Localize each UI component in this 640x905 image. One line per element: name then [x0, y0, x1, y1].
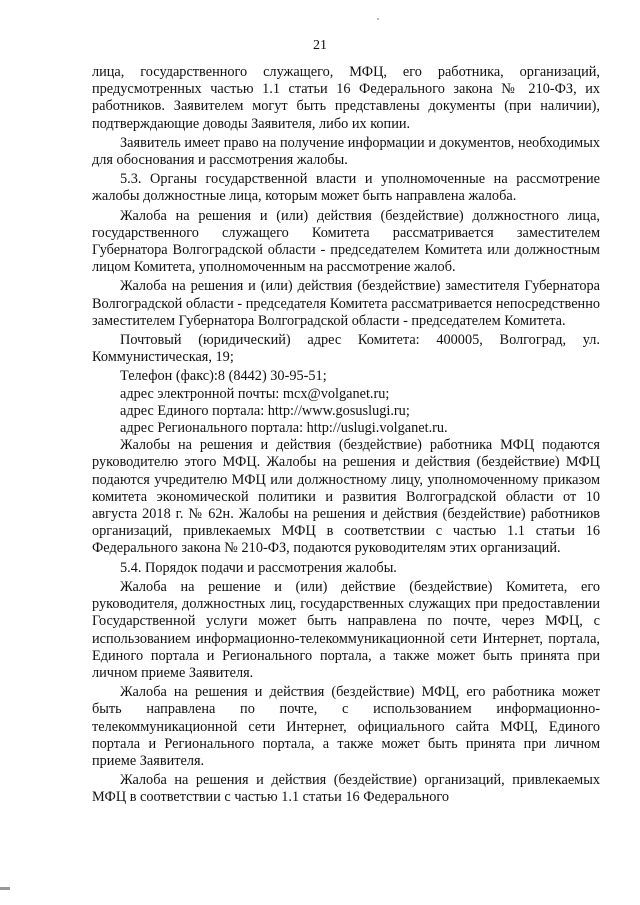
contact-email: адрес электронной почты: mcx@volganet.ru; — [120, 385, 390, 402]
paragraph-mfc-complaint-filing: Жалоба на решения и действия (бездействие) МФЦ, его работника может быть направлена по почте, с использованием информационно-телекоммуникационной сети Интернет, официального сайта МФЦ, Единого портала и Регионального портала, а также может быть принята при личном приеме Заявителя. — [92, 684, 600, 769]
page-number: 21 — [313, 38, 327, 53]
scan-speck — [377, 18, 379, 20]
paragraph-continuation: лица, государственного служащего, МФЦ, его работника, организаций, предусмотренных частью 1.1 статьи 16 Федерального закона № 210-ФЗ, их работников. Заявителем могут быть представлены документы (при наличии), подтверждающие доводы Заявителя, либо их копии. — [92, 64, 600, 132]
contact-phone: Телефон (факс):8 (8442) 30-95-51; — [120, 368, 327, 385]
contact-unified-portal: адрес Единого портала: http://www.gosuslugi.ru; — [120, 402, 410, 419]
paragraph-deputy-complaint: Жалоба на решения и (или) действия (бездействие) заместителя Губернатора Волгоградской области - председателя Комитета рассматривается непосредственно заместителем Губернатора Волгоградской области - председателем Комитета. — [92, 278, 600, 329]
section-heading-5-3: 5.3. Органы государственной власти и уполномоченные на рассмотрение жалобы должностные лица, которым может быть направлена жалоба. — [92, 171, 600, 205]
paragraph-official-complaint: Жалоба на решения и (или) действия (бездействие) должностного лица, государственного служащего Комитета рассматривается заместителем Губернатора Волгоградской области - председателем Комитета или должностным лицом Комитета, уполномоченным на рассмотрение жалоб. — [92, 207, 600, 276]
section-heading-5-4: 5.4. Порядок подачи и рассмотрения жалобы. — [120, 559, 397, 576]
paragraph-applicant-right: Заявитель имеет право на получение информации и документов, необходимых для обоснования и рассмотрения жалобы. — [92, 134, 600, 169]
paragraph-committee-complaint-filing: Жалоба на решение и (или) действие (бездействие) Комитета, его руководителя, должностных лиц, государственных служащих при предоставлении Государственной услуги может быть направлена по почте, через МФЦ, с использованием информационно-телекоммуникационной сети Интернет, портала, Единого портала и Регионального портала, а также может быть принята при личном приеме Заявителя. — [92, 578, 600, 681]
scan-edge-mark — [0, 887, 10, 890]
contact-regional-portal: адрес Регионального портала: http://uslugi.volganet.ru. — [120, 420, 448, 437]
document-body — [92, 64, 600, 809]
paragraph-postal-address: Почтовый (юридический) адрес Комитета: 400005, Волгоград, ул. Коммунистическая, 19; — [92, 332, 600, 366]
paragraph-mfc-complaints: Жалобы на решения и действия (бездействие) работника МФЦ подаются руководителю этого МФЦ. Жалобы на решения и действия (бездействие) МФЦ подаются учредителю МФЦ или должностному лицу, уполномоченному приказом комитета экономической политики и развития Волгоградской области от 10 августа 2018 г. № 62н. Жалобы на решения и действия (бездействие) работников организаций, привлекаемых МФЦ в соответствии с частью 1.1 статьи 16 Федерального закона № 210-ФЗ, подаются руководителям этих организаций. — [92, 437, 600, 557]
paragraph-organizations-complaint: Жалоба на решения и действия (бездействие) организаций, привлекаемых МФЦ в соответствии с частью 1.1 статьи 16 Федерального — [92, 772, 600, 806]
